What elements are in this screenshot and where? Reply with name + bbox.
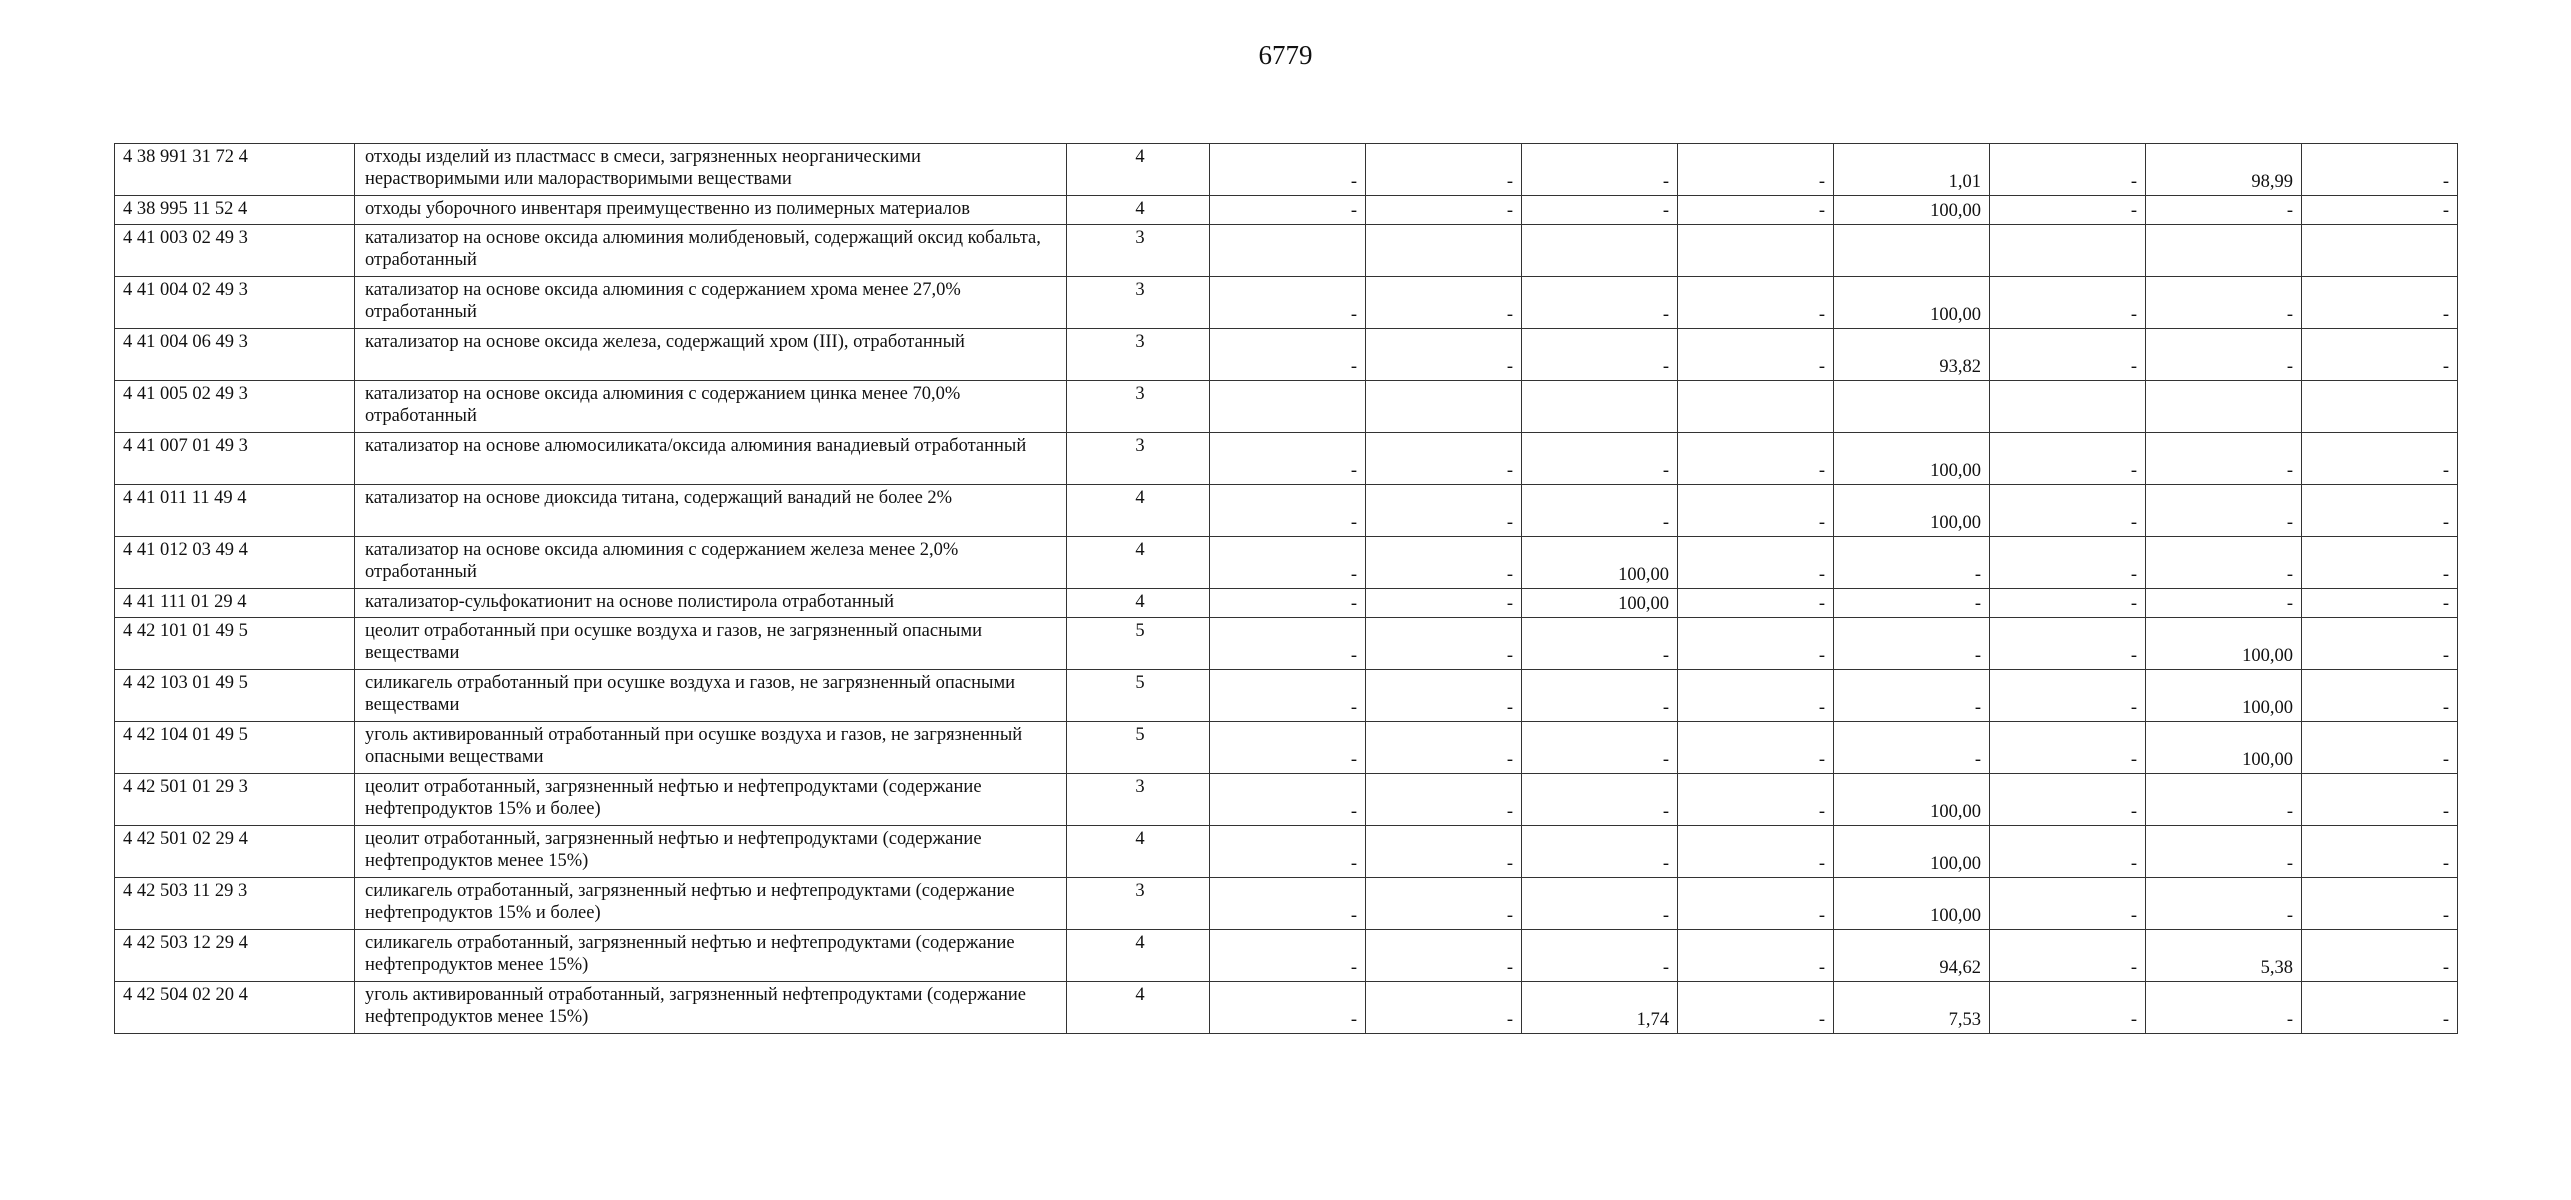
value-cell-1: - [1210, 878, 1366, 930]
value-cell-5: 93,82 [1834, 329, 1990, 381]
waste-name-cell: катализатор на основе оксида алюминия с содержанием цинка менее 70,0% отработанный [355, 381, 1067, 433]
value-cell-7: - [2146, 826, 2302, 878]
value-cell-6 [1990, 225, 2146, 277]
hazard-class-cell: 4 [1067, 826, 1210, 878]
value-cell-8: - [2302, 196, 2458, 225]
hazard-class-cell: 5 [1067, 618, 1210, 670]
value-cell-4: - [1678, 537, 1834, 589]
waste-name-cell: катализатор на основе алюмосиликата/оксида алюминия ванадиевый отработанный [355, 433, 1067, 485]
value-cell-8 [2302, 225, 2458, 277]
value-cell-5: 100,00 [1834, 196, 1990, 225]
value-cell-8: - [2302, 826, 2458, 878]
hazard-class-cell: 4 [1067, 537, 1210, 589]
value-cell-5: - [1834, 618, 1990, 670]
value-cell-2: - [1366, 277, 1522, 329]
value-cell-6: - [1990, 329, 2146, 381]
waste-code-cell: 4 41 004 02 49 3 [115, 277, 355, 329]
value-cell-3 [1522, 225, 1678, 277]
value-cell-6: - [1990, 930, 2146, 982]
value-cell-1: - [1210, 930, 1366, 982]
value-cell-3: - [1522, 277, 1678, 329]
value-cell-8: - [2302, 537, 2458, 589]
value-cell-3: - [1522, 826, 1678, 878]
value-cell-2: - [1366, 196, 1522, 225]
table-body [115, 144, 2458, 1034]
value-cell-8: - [2302, 930, 2458, 982]
value-cell-3: - [1522, 196, 1678, 225]
value-cell-7: 5,38 [2146, 930, 2302, 982]
waste-code-cell: 4 41 011 11 49 4 [115, 485, 355, 537]
value-cell-2: - [1366, 878, 1522, 930]
value-cell-2: - [1366, 982, 1522, 1034]
value-cell-7: - [2146, 196, 2302, 225]
value-cell-6: - [1990, 277, 2146, 329]
table-row [115, 589, 2458, 618]
value-cell-7: - [2146, 589, 2302, 618]
value-cell-1: - [1210, 485, 1366, 537]
waste-name-cell: катализатор на основе оксида алюминия с содержанием железа менее 2,0% отработанный [355, 537, 1067, 589]
waste-name-cell: силикагель отработанный при осушке воздуха и газов, не загрязненный опасными веществами [355, 670, 1067, 722]
value-cell-6: - [1990, 485, 2146, 537]
value-cell-1: - [1210, 774, 1366, 826]
table-row [115, 433, 2458, 485]
value-cell-8: - [2302, 722, 2458, 774]
value-cell-2: - [1366, 537, 1522, 589]
value-cell-4: - [1678, 196, 1834, 225]
waste-code-cell: 4 42 501 01 29 3 [115, 774, 355, 826]
table-row [115, 196, 2458, 225]
waste-code-cell: 4 42 503 12 29 4 [115, 930, 355, 982]
value-cell-6: - [1990, 774, 2146, 826]
value-cell-3: - [1522, 878, 1678, 930]
table-row [115, 774, 2458, 826]
value-cell-8: - [2302, 670, 2458, 722]
value-cell-4: - [1678, 433, 1834, 485]
value-cell-1: - [1210, 589, 1366, 618]
value-cell-6: - [1990, 826, 2146, 878]
value-cell-4: - [1678, 277, 1834, 329]
value-cell-2: - [1366, 589, 1522, 618]
value-cell-6: - [1990, 670, 2146, 722]
value-cell-4 [1678, 381, 1834, 433]
value-cell-4: - [1678, 774, 1834, 826]
value-cell-7: - [2146, 433, 2302, 485]
waste-code-cell: 4 38 991 31 72 4 [115, 144, 355, 196]
hazard-class-cell: 5 [1067, 722, 1210, 774]
waste-code-cell: 4 42 104 01 49 5 [115, 722, 355, 774]
waste-code-cell: 4 42 501 02 29 4 [115, 826, 355, 878]
hazard-class-cell: 4 [1067, 144, 1210, 196]
hazard-class-cell: 3 [1067, 329, 1210, 381]
value-cell-2: - [1366, 930, 1522, 982]
value-cell-4: - [1678, 722, 1834, 774]
waste-name-cell: уголь активированный отработанный, загрязненный нефтепродуктами (содержание нефтепродуктов менее 15%) [355, 982, 1067, 1034]
value-cell-8: - [2302, 618, 2458, 670]
value-cell-5: - [1834, 670, 1990, 722]
value-cell-5 [1834, 225, 1990, 277]
value-cell-3: - [1522, 722, 1678, 774]
value-cell-3: - [1522, 618, 1678, 670]
value-cell-2: - [1366, 329, 1522, 381]
value-cell-4 [1678, 225, 1834, 277]
value-cell-7: 100,00 [2146, 722, 2302, 774]
value-cell-4: - [1678, 618, 1834, 670]
value-cell-5: - [1834, 537, 1990, 589]
table-row [115, 144, 2458, 196]
value-cell-6: - [1990, 144, 2146, 196]
value-cell-5: 100,00 [1834, 774, 1990, 826]
table-row [115, 618, 2458, 670]
value-cell-8: - [2302, 277, 2458, 329]
hazard-class-cell: 3 [1067, 381, 1210, 433]
value-cell-1: - [1210, 144, 1366, 196]
value-cell-1: - [1210, 670, 1366, 722]
hazard-class-cell: 4 [1067, 196, 1210, 225]
waste-code-cell: 4 42 503 11 29 3 [115, 878, 355, 930]
waste-name-cell: катализатор на основе диоксида титана, содержащий ванадий не более 2% [355, 485, 1067, 537]
waste-code-cell: 4 41 003 02 49 3 [115, 225, 355, 277]
value-cell-8: - [2302, 589, 2458, 618]
value-cell-1 [1210, 225, 1366, 277]
value-cell-2: - [1366, 826, 1522, 878]
hazard-class-cell: 4 [1067, 589, 1210, 618]
waste-name-cell: силикагель отработанный, загрязненный нефтью и нефтепродуктами (содержание нефтепродуктов 15% и более) [355, 878, 1067, 930]
value-cell-6 [1990, 381, 2146, 433]
table-row [115, 878, 2458, 930]
value-cell-7: - [2146, 277, 2302, 329]
value-cell-1: - [1210, 277, 1366, 329]
waste-name-cell: цеолит отработанный при осушке воздуха и газов, не загрязненный опасными веществами [355, 618, 1067, 670]
table-row [115, 485, 2458, 537]
waste-name-cell: катализатор на основе оксида железа, содержащий хром (III), отработанный [355, 329, 1067, 381]
value-cell-1 [1210, 381, 1366, 433]
value-cell-1: - [1210, 329, 1366, 381]
waste-code-cell: 4 41 012 03 49 4 [115, 537, 355, 589]
waste-code-cell: 4 42 103 01 49 5 [115, 670, 355, 722]
value-cell-8 [2302, 381, 2458, 433]
hazard-class-cell: 4 [1067, 930, 1210, 982]
value-cell-4: - [1678, 826, 1834, 878]
value-cell-1: - [1210, 618, 1366, 670]
value-cell-5: 100,00 [1834, 433, 1990, 485]
value-cell-7: 100,00 [2146, 618, 2302, 670]
value-cell-2: - [1366, 485, 1522, 537]
value-cell-2 [1366, 225, 1522, 277]
waste-code-cell: 4 42 101 01 49 5 [115, 618, 355, 670]
value-cell-1: - [1210, 537, 1366, 589]
waste-name-cell: катализатор-сульфокатионит на основе полистирола отработанный [355, 589, 1067, 618]
value-cell-5: - [1834, 589, 1990, 618]
value-cell-8: - [2302, 982, 2458, 1034]
value-cell-2: - [1366, 774, 1522, 826]
page-number: 6779 [1258, 40, 1313, 70]
table-row [115, 329, 2458, 381]
table-row [115, 277, 2458, 329]
hazard-class-cell: 3 [1067, 277, 1210, 329]
hazard-class-cell: 4 [1067, 485, 1210, 537]
value-cell-6: - [1990, 722, 2146, 774]
hazard-class-cell: 3 [1067, 225, 1210, 277]
value-cell-6: - [1990, 537, 2146, 589]
value-cell-8: - [2302, 878, 2458, 930]
value-cell-5: 100,00 [1834, 878, 1990, 930]
table-row [115, 225, 2458, 277]
waste-code-cell: 4 41 007 01 49 3 [115, 433, 355, 485]
value-cell-7: - [2146, 329, 2302, 381]
value-cell-5: 100,00 [1834, 485, 1990, 537]
value-cell-3: 100,00 [1522, 537, 1678, 589]
value-cell-3: - [1522, 329, 1678, 381]
value-cell-1: - [1210, 196, 1366, 225]
value-cell-1: - [1210, 433, 1366, 485]
value-cell-6: - [1990, 618, 2146, 670]
value-cell-4: - [1678, 670, 1834, 722]
value-cell-5: 94,62 [1834, 930, 1990, 982]
value-cell-7: 100,00 [2146, 670, 2302, 722]
waste-name-cell: катализатор на основе оксида алюминия молибденовый, содержащий оксид кобальта, отработанный [355, 225, 1067, 277]
value-cell-7: - [2146, 485, 2302, 537]
value-cell-6: - [1990, 433, 2146, 485]
value-cell-6: - [1990, 589, 2146, 618]
value-cell-3: - [1522, 930, 1678, 982]
table-row [115, 930, 2458, 982]
waste-name-cell: силикагель отработанный, загрязненный нефтью и нефтепродуктами (содержание нефтепродуктов менее 15%) [355, 930, 1067, 982]
waste-code-cell: 4 42 504 02 20 4 [115, 982, 355, 1034]
value-cell-7: - [2146, 878, 2302, 930]
hazard-class-cell: 5 [1067, 670, 1210, 722]
value-cell-6: - [1990, 878, 2146, 930]
hazard-class-cell: 3 [1067, 878, 1210, 930]
value-cell-7: - [2146, 982, 2302, 1034]
waste-table [114, 143, 2458, 1034]
value-cell-5: 1,01 [1834, 144, 1990, 196]
value-cell-2: - [1366, 144, 1522, 196]
value-cell-4: - [1678, 982, 1834, 1034]
waste-name-cell: уголь активированный отработанный при осушке воздуха и газов, не загрязненный опасными веществами [355, 722, 1067, 774]
table-row [115, 826, 2458, 878]
waste-name-cell: отходы уборочного инвентаря преимущественно из полимерных материалов [355, 196, 1067, 225]
value-cell-2: - [1366, 618, 1522, 670]
value-cell-3: 1,74 [1522, 982, 1678, 1034]
hazard-class-cell: 3 [1067, 774, 1210, 826]
waste-name-cell: отходы изделий из пластмасс в смеси, загрязненных неорганическими нерастворимыми или малорастворимыми веществами [355, 144, 1067, 196]
waste-code-cell: 4 38 995 11 52 4 [115, 196, 355, 225]
table-row [115, 722, 2458, 774]
value-cell-3: - [1522, 485, 1678, 537]
value-cell-4: - [1678, 878, 1834, 930]
value-cell-5: - [1834, 722, 1990, 774]
value-cell-4: - [1678, 329, 1834, 381]
value-cell-2 [1366, 381, 1522, 433]
value-cell-8: - [2302, 433, 2458, 485]
value-cell-2: - [1366, 722, 1522, 774]
table-row [115, 537, 2458, 589]
table-row [115, 670, 2458, 722]
value-cell-3: - [1522, 774, 1678, 826]
value-cell-6: - [1990, 196, 2146, 225]
value-cell-7: - [2146, 774, 2302, 826]
waste-name-cell: катализатор на основе оксида алюминия с содержанием хрома менее 27,0% отработанный [355, 277, 1067, 329]
value-cell-7: 98,99 [2146, 144, 2302, 196]
value-cell-4: - [1678, 589, 1834, 618]
waste-code-cell: 4 41 005 02 49 3 [115, 381, 355, 433]
value-cell-1: - [1210, 722, 1366, 774]
value-cell-2: - [1366, 670, 1522, 722]
value-cell-1: - [1210, 982, 1366, 1034]
value-cell-4: - [1678, 930, 1834, 982]
value-cell-8: - [2302, 485, 2458, 537]
hazard-class-cell: 3 [1067, 433, 1210, 485]
waste-name-cell: цеолит отработанный, загрязненный нефтью и нефтепродуктами (содержание нефтепродуктов менее 15%) [355, 826, 1067, 878]
value-cell-5 [1834, 381, 1990, 433]
value-cell-7 [2146, 225, 2302, 277]
value-cell-2: - [1366, 433, 1522, 485]
value-cell-1: - [1210, 826, 1366, 878]
table-row [115, 381, 2458, 433]
value-cell-8: - [2302, 774, 2458, 826]
waste-code-cell: 4 41 004 06 49 3 [115, 329, 355, 381]
value-cell-8: - [2302, 329, 2458, 381]
value-cell-4: - [1678, 485, 1834, 537]
value-cell-3: - [1522, 144, 1678, 196]
value-cell-5: 100,00 [1834, 277, 1990, 329]
value-cell-7: - [2146, 537, 2302, 589]
value-cell-5: 7,53 [1834, 982, 1990, 1034]
value-cell-3: 100,00 [1522, 589, 1678, 618]
table-row [115, 982, 2458, 1034]
value-cell-3 [1522, 381, 1678, 433]
value-cell-4: - [1678, 144, 1834, 196]
value-cell-3: - [1522, 670, 1678, 722]
waste-code-cell: 4 41 111 01 29 4 [115, 589, 355, 618]
value-cell-3: - [1522, 433, 1678, 485]
value-cell-6: - [1990, 982, 2146, 1034]
waste-name-cell: цеолит отработанный, загрязненный нефтью и нефтепродуктами (содержание нефтепродуктов 15% и более) [355, 774, 1067, 826]
hazard-class-cell: 4 [1067, 982, 1210, 1034]
value-cell-5: 100,00 [1834, 826, 1990, 878]
value-cell-7 [2146, 381, 2302, 433]
value-cell-8: - [2302, 144, 2458, 196]
